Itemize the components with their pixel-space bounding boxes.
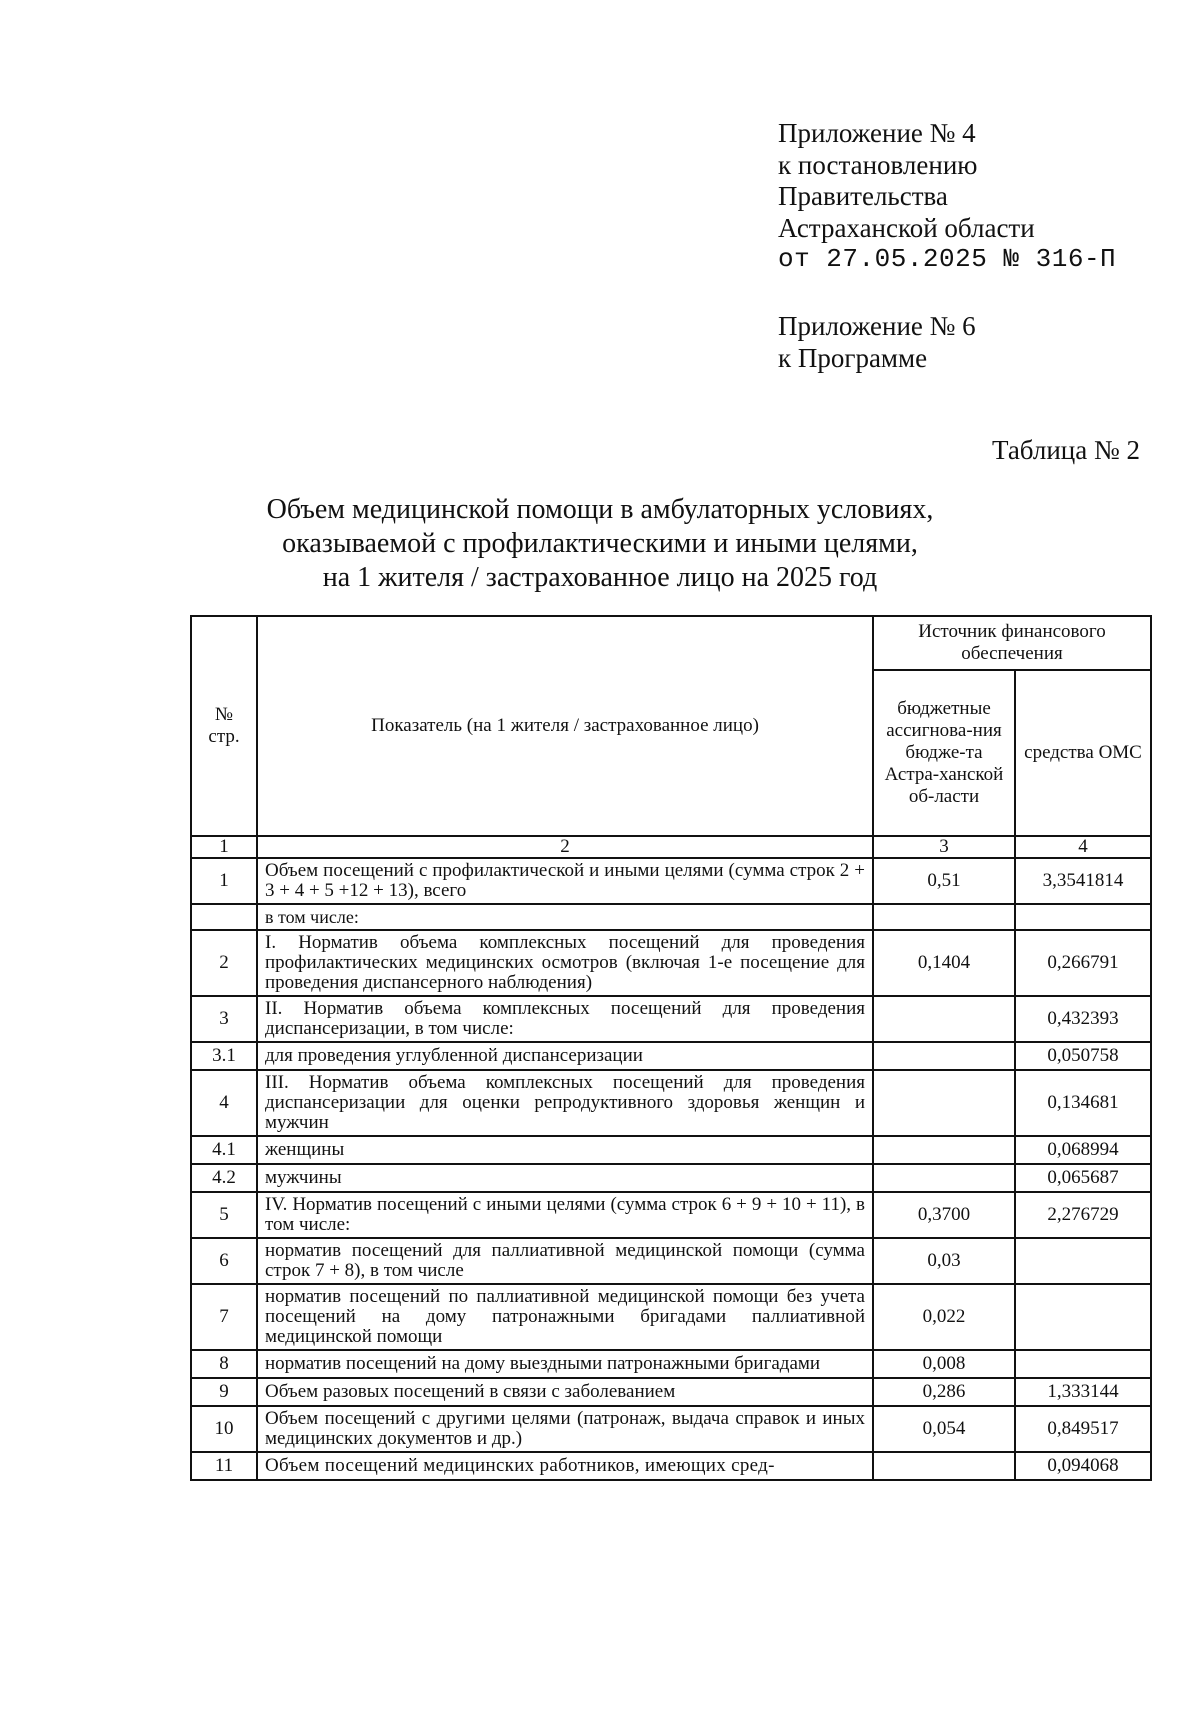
- table-row: [191, 1042, 1151, 1070]
- row-oms-value: 0,432393: [1015, 996, 1151, 1042]
- row-oms-value: 3,3541814: [1015, 858, 1151, 904]
- row-oms-value: 1,333144: [1015, 1378, 1151, 1406]
- row-oms-value: 0,094068: [1015, 1452, 1151, 1480]
- table-row: [191, 858, 1151, 904]
- row-indicator: IV. Норматив посещений с иными целями (сумма строк 6 + 9 + 10 + 11), в том числе:: [257, 1192, 873, 1238]
- appendix-line: к Программе: [778, 342, 928, 373]
- header-line: Правительства: [778, 181, 948, 211]
- row-indicator: II. Норматив объема комплексных посещений для проведения диспансеризации, в том числе:: [257, 996, 873, 1042]
- row-oms-value: [1015, 904, 1151, 930]
- row-indicator: женщины: [257, 1136, 873, 1164]
- table-row: [191, 1192, 1151, 1238]
- row-oms-value: 0,068994: [1015, 1136, 1151, 1164]
- header-row: [191, 616, 1151, 670]
- column-number: 1: [191, 836, 257, 858]
- volume-table: [190, 615, 1152, 1481]
- row-indicator: мужчины: [257, 1164, 873, 1192]
- row-number: 4.1: [191, 1136, 257, 1164]
- table-row: [191, 904, 1151, 930]
- row-budget-value: [873, 904, 1015, 930]
- row-budget-value: 0,3700: [873, 1192, 1015, 1238]
- row-number: [191, 904, 257, 930]
- row-oms-value: 0,849517: [1015, 1406, 1151, 1452]
- row-budget-value: 0,51: [873, 858, 1015, 904]
- row-number: 3.1: [191, 1042, 257, 1070]
- title-line: Объем медицинской помощи в амбулаторных условиях,: [266, 494, 934, 525]
- row-number: 4: [191, 1070, 257, 1136]
- header-line: Приложение № 4: [778, 118, 976, 148]
- row-number: 4.2: [191, 1164, 257, 1192]
- table-row: [191, 1238, 1151, 1284]
- program-appendix-header: [778, 311, 976, 374]
- row-budget-value: 0,03: [873, 1238, 1015, 1284]
- row-budget-value: [873, 1042, 1015, 1070]
- appendix-line: Приложение № 6: [778, 311, 976, 341]
- table-row: [191, 1070, 1151, 1136]
- row-oms-value: 2,276729: [1015, 1192, 1151, 1238]
- row-budget-value: 0,022: [873, 1284, 1015, 1350]
- header-line: Астраханской области: [778, 212, 1035, 243]
- row-budget-value: 0,008: [873, 1350, 1015, 1378]
- row-indicator: в том числе:: [257, 904, 873, 930]
- row-indicator: III. Норматив объема комплексных посещений для проведения диспансеризации для оценки репродуктивного здоровья женщин и мужчин: [257, 1070, 873, 1136]
- row-number: 7: [191, 1284, 257, 1350]
- row-oms-value: [1015, 1350, 1151, 1378]
- column-number: 2: [257, 836, 873, 858]
- row-indicator: норматив посещений для паллиативной медицинской помощи (сумма строк 7 + 8), в том числе: [257, 1238, 873, 1284]
- column-number: 3: [873, 836, 1015, 858]
- title-line: на 1 жителя / застрахованное лицо на 2025 год: [322, 562, 878, 593]
- row-budget-value: 0,1404: [873, 930, 1015, 996]
- row-number: 11: [191, 1452, 257, 1480]
- table-row: [191, 1406, 1151, 1452]
- row-budget-value: [873, 1452, 1015, 1480]
- table-row: [191, 930, 1151, 996]
- funding-source-header: Источник финансового обеспечения: [873, 616, 1151, 670]
- row-indicator: Объем посещений медицинских работников, имеющих сред-: [257, 1452, 873, 1480]
- row-indicator: Объем посещений с профилактической и иными целями (сумма строк 2 + 3 + 4 + 5 +12 + 13), всего: [257, 858, 873, 904]
- row-indicator: норматив посещений на дому выездными патронажными бригадами: [257, 1350, 873, 1378]
- row-number: 8: [191, 1350, 257, 1378]
- row-budget-value: 0,054: [873, 1406, 1015, 1452]
- row-budget-value: [873, 1136, 1015, 1164]
- table-row: [191, 1378, 1151, 1406]
- document-title: [0, 493, 1200, 595]
- row-indicator: Объем разовых посещений в связи с заболеванием: [257, 1378, 873, 1406]
- row-number: 5: [191, 1192, 257, 1238]
- row-oms-value: 0,065687: [1015, 1164, 1151, 1192]
- table-row: [191, 996, 1151, 1042]
- indicator-header: Показатель (на 1 жителя / застрахованное лицо): [257, 616, 873, 836]
- header-line: к постановлению: [778, 149, 978, 180]
- table-row: [191, 1136, 1151, 1164]
- row-budget-value: 0,286: [873, 1378, 1015, 1406]
- oms-header: средства ОМС: [1015, 670, 1151, 836]
- column-numbers-row: [191, 836, 1151, 858]
- row-number: 2: [191, 930, 257, 996]
- table-row: [191, 1452, 1151, 1480]
- row-number: 3: [191, 996, 257, 1042]
- title-line: оказываемой с профилактическими и иными целями,: [282, 528, 918, 559]
- row-oms-value: 0,266791: [1015, 930, 1151, 996]
- row-oms-value: [1015, 1284, 1151, 1350]
- row-number: 1: [191, 858, 257, 904]
- row-indicator: Объем посещений с другими целями (патронаж, выдача справок и иных медицинских документов и др.): [257, 1406, 873, 1452]
- row-number-header: № стр.: [191, 616, 257, 836]
- row-number: 6: [191, 1238, 257, 1284]
- row-number: 10: [191, 1406, 257, 1452]
- row-indicator: I. Норматив объема комплексных посещений для проведения профилактических медицинских осмотров (включая 1-е посещение для проведения диспансерного наблюдения): [257, 930, 873, 996]
- row-budget-value: [873, 1070, 1015, 1136]
- budget-header: бюджетные ассигнова-ния бюдже-та Астра-ханской об-ласти: [873, 670, 1015, 836]
- decree-date-number: от 27.05.2025 № 316-П: [778, 244, 1117, 274]
- table-row: [191, 1284, 1151, 1350]
- row-indicator: норматив посещений по паллиативной медицинской помощи без учета посещений на дому патронажными бригадами паллиативной медицинской помощи: [257, 1284, 873, 1350]
- table-row: [191, 1350, 1151, 1378]
- row-indicator: для проведения углубленной диспансеризации: [257, 1042, 873, 1070]
- table-row: [191, 1164, 1151, 1192]
- table-number: Таблица № 2: [992, 435, 1140, 465]
- row-budget-value: [873, 996, 1015, 1042]
- approval-header: [778, 118, 1116, 276]
- row-oms-value: 0,134681: [1015, 1070, 1151, 1136]
- column-number: 4: [1015, 836, 1151, 858]
- row-budget-value: [873, 1164, 1015, 1192]
- row-number: 9: [191, 1378, 257, 1406]
- row-oms-value: [1015, 1238, 1151, 1284]
- row-oms-value: 0,050758: [1015, 1042, 1151, 1070]
